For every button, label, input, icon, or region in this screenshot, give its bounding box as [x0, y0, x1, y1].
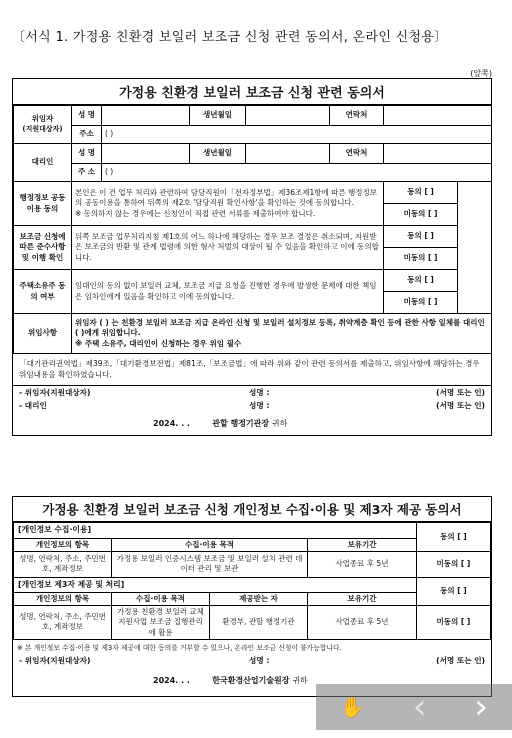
- disagree-option[interactable]: 미동의 [ ]: [384, 204, 458, 226]
- table-cell: 사업종료 후 5년: [308, 551, 417, 577]
- signature-row: - 위임자(지원대상자) 성명 : (서명 또는 인): [19, 655, 485, 665]
- privacy-consent-form: [12, 496, 492, 697]
- row-label: 주택소유주 동의 여부: [14, 270, 72, 314]
- row-text: 임대인의 동의 없이 보일러 교체, 보조금 지급 요청을 진행한 경우에 발생한 문제에 대한 책임은 임차인에게 있음을 확인하고 이에 동의합니다.: [72, 270, 384, 314]
- agree-option[interactable]: 동의 [ ]: [384, 226, 458, 248]
- table-cell: 가정용 보일러 인증시스템 보조금 및 보일러 설치 관련 데이터 관리 및 보관: [112, 551, 308, 577]
- agree-option[interactable]: 동의 [ ]: [416, 577, 490, 606]
- viewer-controls: [316, 684, 512, 730]
- row-text: 뒤쪽 보조금 업무처리지침 제1호의 어느 하나에 해당하는 경우 보조 결정은 취소되며, 지원받은 보조금의 반환 및 관계 법령에 의한 형사 처벌의 대상이 될 수 있음을 확인하고 이에 동의합니다.: [72, 226, 384, 270]
- delegation-text: 위임자 ( ) 는 친환경 보일러 보조금 지급 온라인 신청 및 보일러 설치정보 등록, 취약계층 확인 등에 관한 사항 일체를 대리인 ( )에게 위임합니다. ※ 주택 소유주, 대리인이 신청하는 경우 위임 필수: [72, 314, 492, 354]
- agent-contact-field[interactable]: [384, 144, 492, 164]
- row-label: 행정정보 공동이용 동의: [14, 182, 72, 226]
- name-label: 성 명: [72, 144, 102, 164]
- col-header: 보유기간: [308, 538, 417, 551]
- agree-option[interactable]: 동의 [ ]: [384, 270, 458, 292]
- privacy-note: ※ 본 개인정보 수집·이용 및 제3자 제공에 대한 동의를 거부할 수 있으나, 온라인 보조금 신청이 불가능합니다.: [17, 643, 342, 652]
- name-label: 성 명: [72, 106, 102, 126]
- privacy-table: [13, 522, 491, 640]
- agent-name-field[interactable]: [102, 144, 190, 164]
- address-label: 주 소: [72, 164, 102, 182]
- form-title: 가정용 친환경 보일러 보조금 신청 관련 동의서: [13, 79, 491, 105]
- agree-option[interactable]: 동의 [ ]: [384, 182, 458, 204]
- table-cell: 사업종료 후 5년: [308, 606, 417, 639]
- disagree-option[interactable]: 미동의 [ ]: [416, 606, 490, 639]
- table-cell: 성명, 연락처, 주소, 주민번호, 계좌정보: [14, 551, 112, 577]
- prev-page-button[interactable]: ‹: [412, 687, 427, 727]
- birth-label: 생년월일: [190, 144, 246, 164]
- agent-label: 대리인: [14, 144, 72, 182]
- form-title: 가정용 친환경 보일러 보조금 신청 개인정보 수집·이용 및 제3자 제공 동의서: [13, 497, 491, 522]
- delegation-label: 위임사항: [14, 314, 72, 354]
- delegator-label: 위임자 (지원대상자): [14, 106, 72, 144]
- next-page-button[interactable]: ›: [474, 687, 488, 727]
- agent-address-field[interactable]: ( ): [102, 164, 492, 182]
- contact-label: 연락처: [330, 144, 384, 164]
- col-header: 개인정보의 항목: [14, 538, 112, 551]
- delegator-address-field[interactable]: ( ): [102, 126, 492, 144]
- table-cell: 성명, 연락처, 주소, 주민번호, 계좌정보: [14, 606, 112, 639]
- table-cell: 환경부, 관할 행정기관: [210, 606, 308, 639]
- document-heading: 〔서식 1. 가정용 친환경 보일러 보조금 신청 관련 동의서, 온라인 신청용〕: [12, 30, 448, 45]
- address-label: 주소: [72, 126, 102, 144]
- table-cell: 가정용 친환경 보일러 교체 지원사업 보조금 집행관리에 활용: [112, 606, 210, 639]
- page-tag: (앞쪽): [470, 69, 492, 78]
- signature-row: - 대리인 성명 : (서명 또는 인): [19, 400, 485, 410]
- col-header: 보유기간: [308, 593, 417, 606]
- agent-birth-field[interactable]: [246, 144, 330, 164]
- consent-form: [12, 78, 492, 436]
- disagree-option[interactable]: 미동의 [ ]: [384, 248, 458, 270]
- declaration-text: 「대기관리권역법」제39조,「대기환경보전법」제81조,「보조금법」에 따라 위와 같이 관련 동의서를 제출하고, 위임사항에 해당하는 경우 위임내용을 확인하였습니다.: [13, 354, 491, 386]
- signature-row: - 위임자(지원대상자) 성명 : (서명 또는 인): [19, 387, 485, 397]
- col-header: 수집·이용 목적: [112, 593, 210, 606]
- section-heading: [개인정보 수집·이용]: [14, 523, 417, 539]
- col-header: 제공받는 자: [210, 593, 308, 606]
- date-row: 2024. . . 한국환경산업기술원장 귀하: [153, 675, 308, 685]
- section-heading: [개인정보 제3자 제공 및 처리]: [14, 577, 417, 593]
- col-header: 개인정보의 항목: [14, 593, 112, 606]
- agree-option[interactable]: 동의 [ ]: [416, 523, 490, 552]
- disagree-option[interactable]: 미동의 [ ]: [416, 551, 490, 577]
- birth-label: 생년월일: [190, 106, 246, 126]
- delegator-name-field[interactable]: [102, 106, 190, 126]
- applicant-table: [13, 105, 492, 354]
- contact-label: 연락처: [330, 106, 384, 126]
- disagree-option[interactable]: 미동의 [ ]: [384, 292, 458, 314]
- row-text: 본인은 이 건 업무 처리와 관련하여 담당직원이「전자정부법」제36조제1항에 따른 행정정보의 공동이용을 통하여 뒤쪽의 제2호 '담당직원 확인사항'을 확인하는 것에 동의합니다. ※ 동의하지 않는 경우에는 신청인이 직접 관련 서류를 제출하여야 합니다.: [72, 182, 384, 226]
- row-label: 보조금 신청에 따른 준수사항 및 이행 확인: [14, 226, 72, 270]
- delegator-birth-field[interactable]: [246, 106, 330, 126]
- col-header: 수집·이용 목적: [112, 538, 308, 551]
- delegator-contact-field[interactable]: [384, 106, 492, 126]
- date-row: 2024. . . 관할 행정기관장 귀하: [153, 418, 288, 428]
- hand-icon[interactable]: ✋: [339, 695, 365, 719]
